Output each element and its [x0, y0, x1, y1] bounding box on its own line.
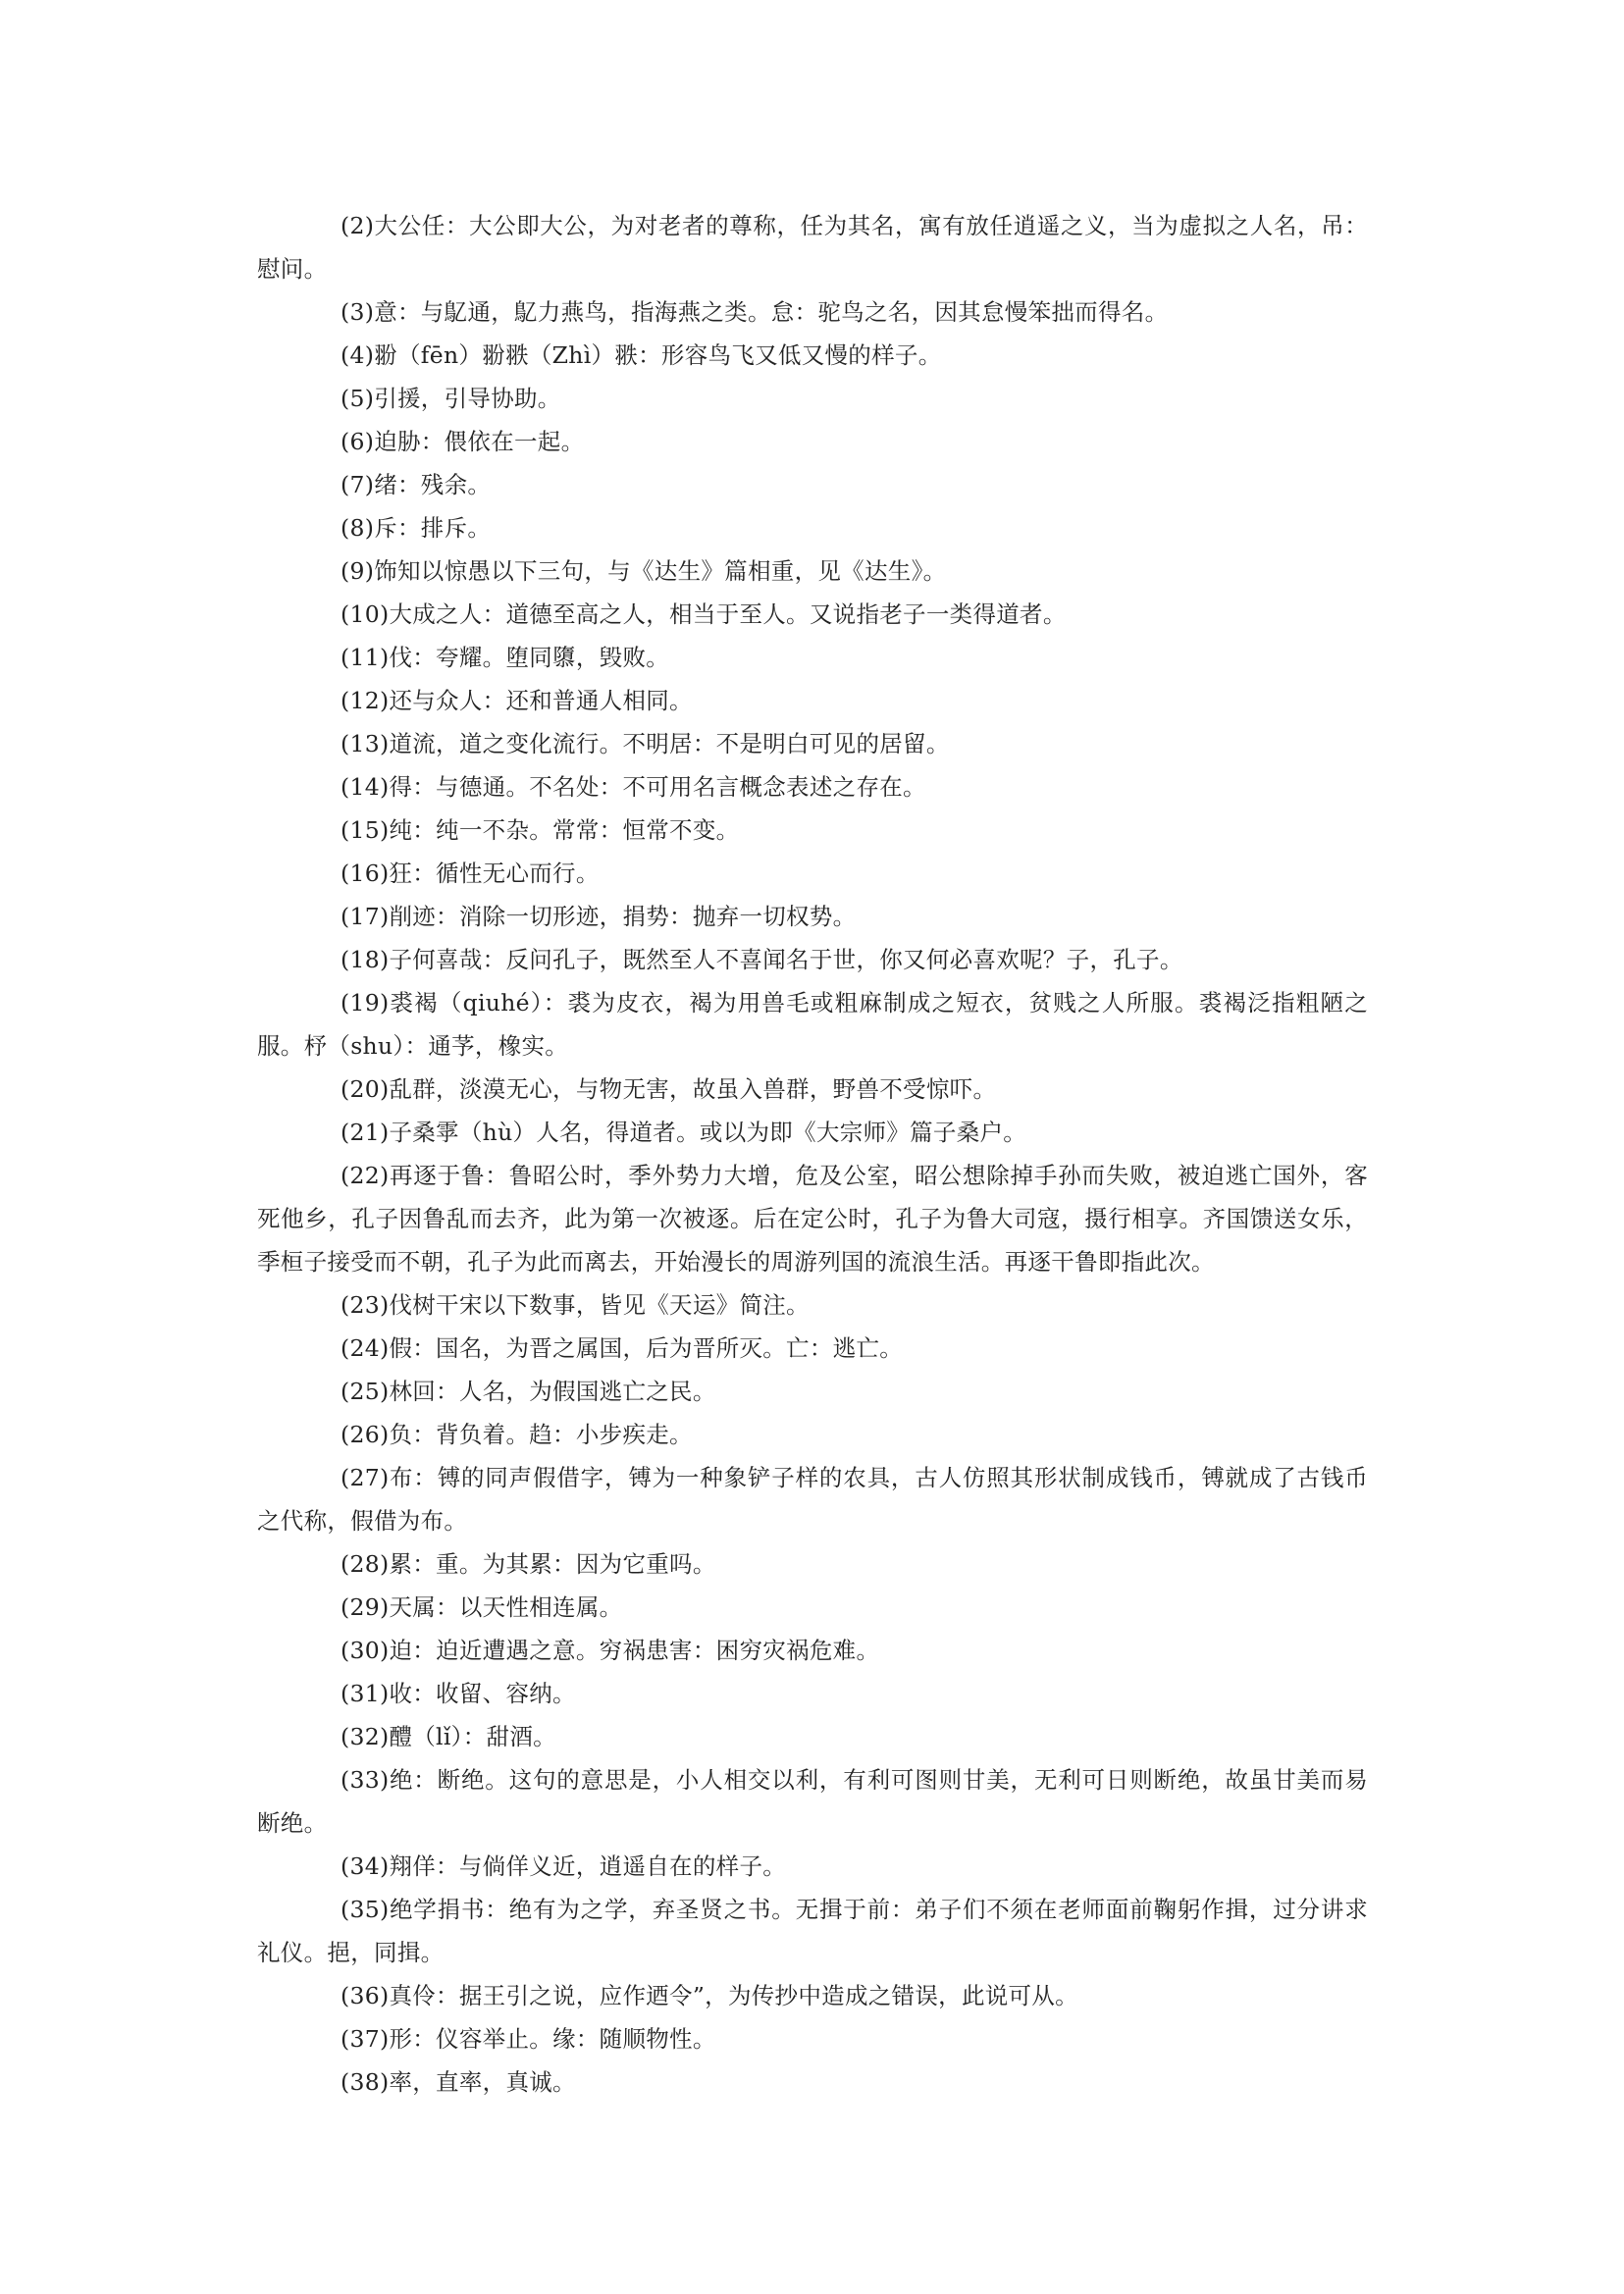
note-12: (12)还与众人：还和普通人相同。: [341, 687, 693, 714]
note-30: (30)迫：迫近遭遇之意。穷祸患害：困穷灾祸危难。: [341, 1637, 880, 1664]
note-20: (20)乱群，淡漠无心，与物无害，故虽入兽群，野兽不受惊吓。: [341, 1075, 997, 1103]
note-3: (3)意：与鳦通，鳦力燕鸟，指海燕之类。怠：驼鸟之名，因其怠慢笨拙而得名。: [341, 298, 1169, 326]
note-36: (36)真伶：据王引之说，应作迺令”，为传抄中造成之错误，此说可从。: [341, 1982, 1078, 2009]
note-33: (33)绝：断绝。这句的意思是，小人相交以利，有利可图则甘美，无利可日则断绝，故虽甘美而易断绝。: [257, 1766, 1368, 1837]
note-7: (7)绪：残余。: [341, 471, 492, 498]
note-32: (32)醴（lǐ）：甜酒。: [341, 1723, 556, 1750]
note-13: (13)道流，道之变化流行。不明居：不是明白可见的居留。: [341, 730, 950, 757]
note-19: (19)裘褐（qiuhé）：裘为皮衣，褐为用兽毛或粗麻制成之短衣，贫贱之人所服。裘褐泛指粗陋之服。杼（shu）：通芧，橡实。: [257, 989, 1368, 1060]
note-2: (2)大公任：大公即大公，为对老者的尊称，任为其名，寓有放任逍遥之义，当为虚拟之人名，吊：慰问。: [257, 212, 1368, 283]
note-23: (23)伐树干宋以下数事，皆见《天运》简注。: [341, 1291, 810, 1319]
note-15: (15)纯：纯一不杂。常常：恒常不变。: [341, 816, 740, 844]
note-29: (29)天属：以天性相连属。: [341, 1593, 623, 1621]
note-24: (24)假：国名，为晋之属国，后为晋所灭。亡：逃亡。: [341, 1334, 904, 1362]
note-35: (35)绝学捐书：绝有为之学，弃圣贤之书。无揖于前：弟子们不须在老师面前鞠躬作揖，过分讲求礼仪。挹，同揖。: [257, 1896, 1368, 1966]
note-25: (25)林回：人名，为假国逃亡之民。: [341, 1378, 716, 1405]
note-22: (22)再逐于鲁：鲁昭公时，季外势力大增，危及公室，昭公想除掉手孙而失败，被迫逃亡国外，客死他乡，孔子因鲁乱而去齐，此为第一次被逐。后在定公时，孔子为鲁大司寇，摄行相享。齐国馈送女乐，季桓子接受而不朝，孔子为此而离去，开始漫长的周游列国的流浪生活。再逐干鲁即指此次。: [257, 1162, 1368, 1276]
note-18: (18)子何喜哉：反问孔子，既然至人不喜闻名于世，你又何必喜欢呢？子，孔子。: [341, 946, 1183, 973]
note-8: (8)斥：排斥。: [341, 514, 492, 542]
note-9: (9)饰知以惊愚以下三句，与《达生》篇相重，见《达生》。: [341, 557, 947, 585]
note-31: (31)收：收留、容纳。: [341, 1680, 576, 1707]
note-28: (28)累：重。为其累：因为它重吗。: [341, 1550, 716, 1578]
note-16: (16)狂：循性无心而行。: [341, 860, 600, 887]
note-6: (6)迫胁：偎依在一起。: [341, 428, 585, 455]
note-27: (27)布：镈的同声假借字，镈为一种象铲子样的农具，古人仿照其形状制成钱币，镈就成了古钱币之代称，假借为布。: [257, 1464, 1368, 1535]
note-10: (10)大成之人：道德至高之人，相当于至人。又说指老子一类得道者。: [341, 600, 1067, 628]
note-5: (5)引援，引导协助。: [341, 385, 561, 412]
note-38: (38)率，直率，真诚。: [341, 2068, 576, 2096]
note-17: (17)削迹：消除一切形迹，捐势：抛弃一切权势。: [341, 903, 857, 930]
note-4: (4)翂（fēn）翂翐（Zhì）翐：形容鸟飞又低又慢的样子。: [341, 341, 942, 369]
note-37: (37)形：仪容举止。缘：随顺物性。: [341, 2025, 716, 2053]
note-26: (26)负：背负着。趋：小步疾走。: [341, 1421, 693, 1448]
note-21: (21)子桑雽（hù）人名，得道者。或以为即《大宗师》篇子桑户。: [341, 1119, 1027, 1146]
document-page: [257, 204, 1368, 2104]
note-34: (34)翔佯：与倘佯义近，逍遥自在的样子。: [341, 1852, 787, 1880]
note-14: (14)得：与德通。不名处：不可用名言概念表述之存在。: [341, 773, 926, 801]
note-11: (11)伐：夸耀。堕同隳，毁败。: [341, 644, 670, 671]
